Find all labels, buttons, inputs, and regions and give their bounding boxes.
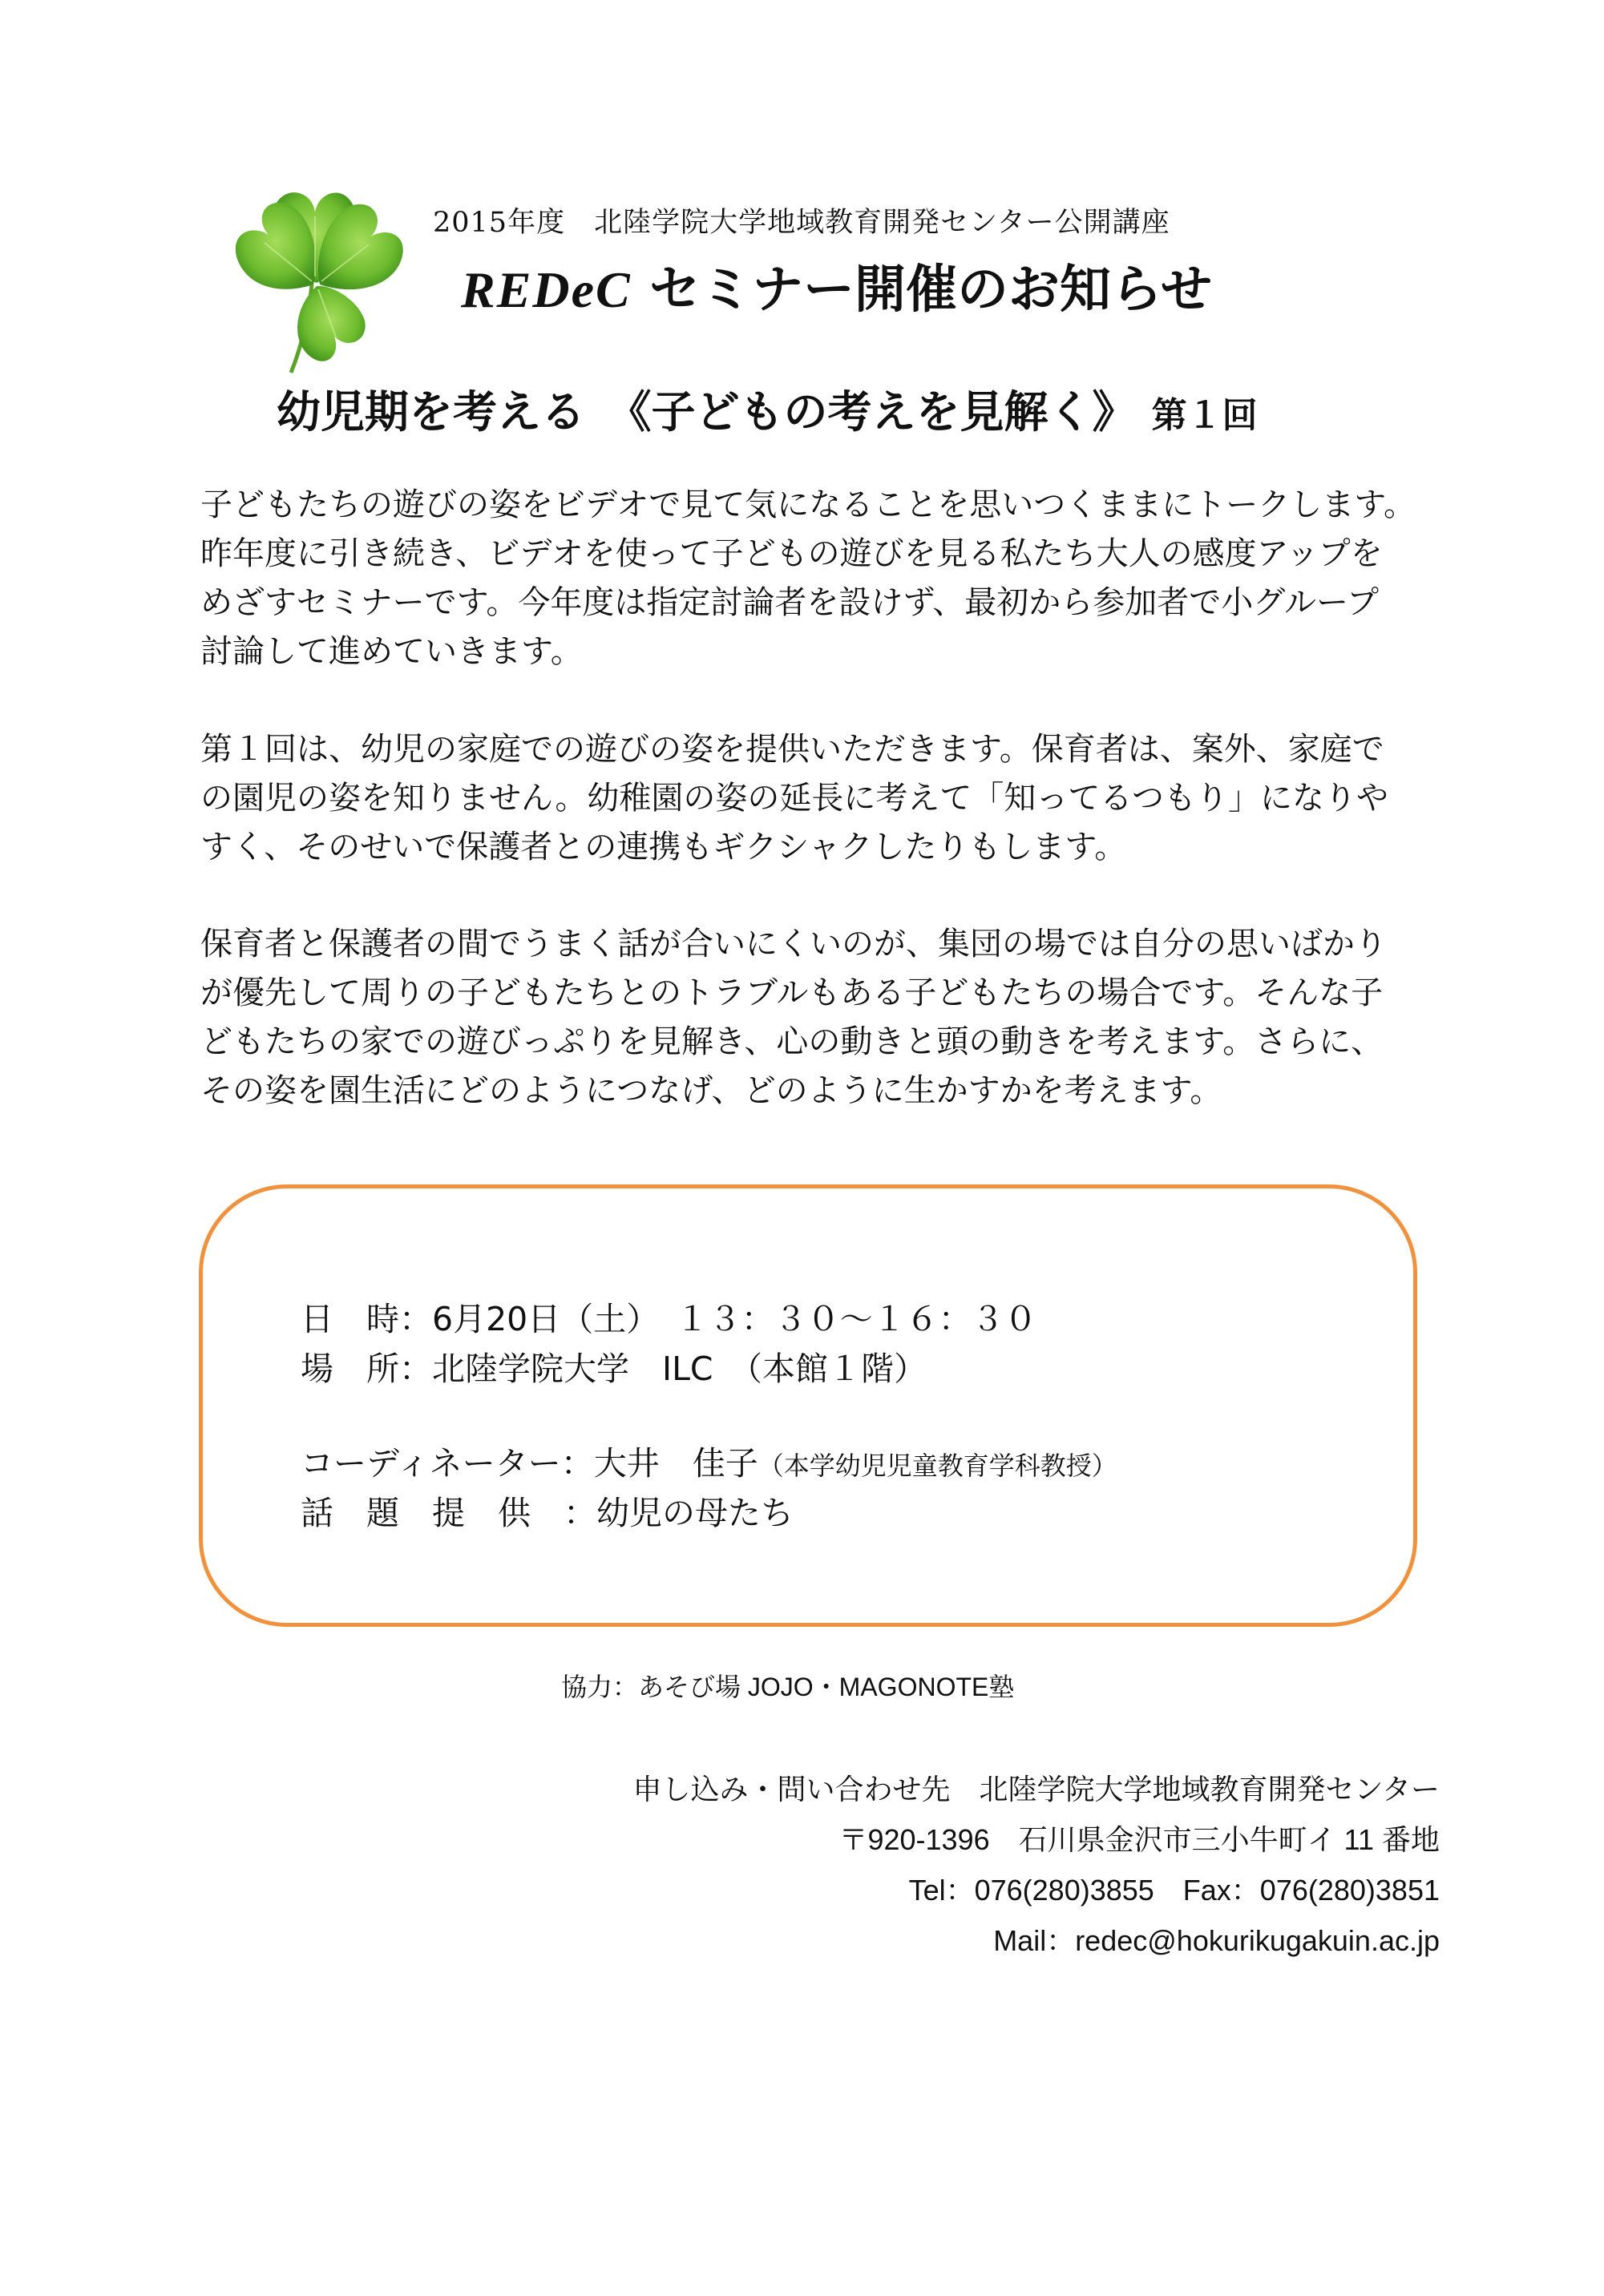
seminar-headline xyxy=(277,377,1258,440)
contact-address: 〒920-1396 石川県金沢市三小牛町イ 11 番地 xyxy=(838,1823,1440,1856)
event-place: 場 所：北陸学院大学 ILC （本館１階） xyxy=(301,1350,927,1388)
paragraph-line: 子どもたちの遊びの姿をビデオで見て気になることを思いつくままにトークします。 xyxy=(200,486,1416,523)
paragraph-line: すく、そのせいで保護者との連携もギクシャクしたりもします。 xyxy=(200,829,1127,866)
event-topic-provider: 話 題 提 供 ：幼児の母たち xyxy=(301,1494,794,1532)
title-text: セミナー開催のお知らせ xyxy=(648,260,1213,320)
paragraph-line: その姿を園生活にどのようにつなげ、どのように生かすかを考えます。 xyxy=(200,1072,1222,1109)
coordinator-name: コーディネーター：大井 佳子 xyxy=(301,1444,758,1483)
paragraph-line: が優先して周りの子どもたちとのトラブルもある子どもたちの場合です。そんな子 xyxy=(200,974,1384,1011)
cooperation-credit: 協力：あそび場 JOJO・MAGONOTE塾 xyxy=(561,1673,1015,1701)
coordinator-note: （本学幼児児童教育学科教授） xyxy=(758,1451,1117,1481)
contact-heading: 申し込み・問い合わせ先 北陸学院大学地域教育開発センター xyxy=(632,1773,1440,1806)
paragraph-line: めざすセミナーです。今年度は指定討論者を設けず、最初から参加者で小グループ xyxy=(200,584,1379,621)
paragraph-line: 保育者と保護者の間でうまく話が合いにくいのが、集団の場では自分の思いばかり xyxy=(200,926,1387,962)
event-datetime: 日 時：6月20日（土） １３：３０～１６：３０ xyxy=(301,1300,1037,1338)
description-paragraph-1 xyxy=(200,481,1416,676)
event-subtitle: 2015年度 北陸学院大学地域教育開発センター公開講座 xyxy=(433,207,1170,239)
event-info-box xyxy=(199,1184,1417,1627)
clover-logo-icon xyxy=(228,180,413,377)
paragraph-line: どもたちの家での遊びっぷりを見解き、心の動きと頭の動きを考えます。さらに、 xyxy=(200,1023,1384,1060)
headline-count: 第１回 xyxy=(1151,395,1258,436)
title-brand: REDeC xyxy=(461,261,632,318)
contact-email[interactable]: Mail：redec@hokurikugakuin.ac.jp xyxy=(993,1924,1440,1957)
event-coordinator xyxy=(301,1437,1117,1484)
paragraph-line: の園児の姿を知りません。幼稚園の姿の延長に考えて「知ってるつもり」になりや xyxy=(200,780,1388,817)
description-paragraph-2 xyxy=(200,725,1388,872)
page-title xyxy=(461,248,1212,322)
paragraph-line: 昨年度に引き続き、ビデオを使って子どもの遊びを見る私たち大人の感度アップを xyxy=(200,535,1383,572)
headline-main: 幼児期を考える 《子どもの考えを見解く》 xyxy=(277,386,1137,438)
description-paragraph-3 xyxy=(200,920,1387,1116)
paragraph-line: 第１回は、幼児の家庭での遊びの姿を提供いただきます。保育者は、案外、家庭で xyxy=(200,731,1384,768)
contact-phone-fax: Tel：076(280)3855 Fax：076(280)3851 xyxy=(908,1874,1440,1907)
paragraph-line: 討論して進めていきます。 xyxy=(200,633,583,670)
